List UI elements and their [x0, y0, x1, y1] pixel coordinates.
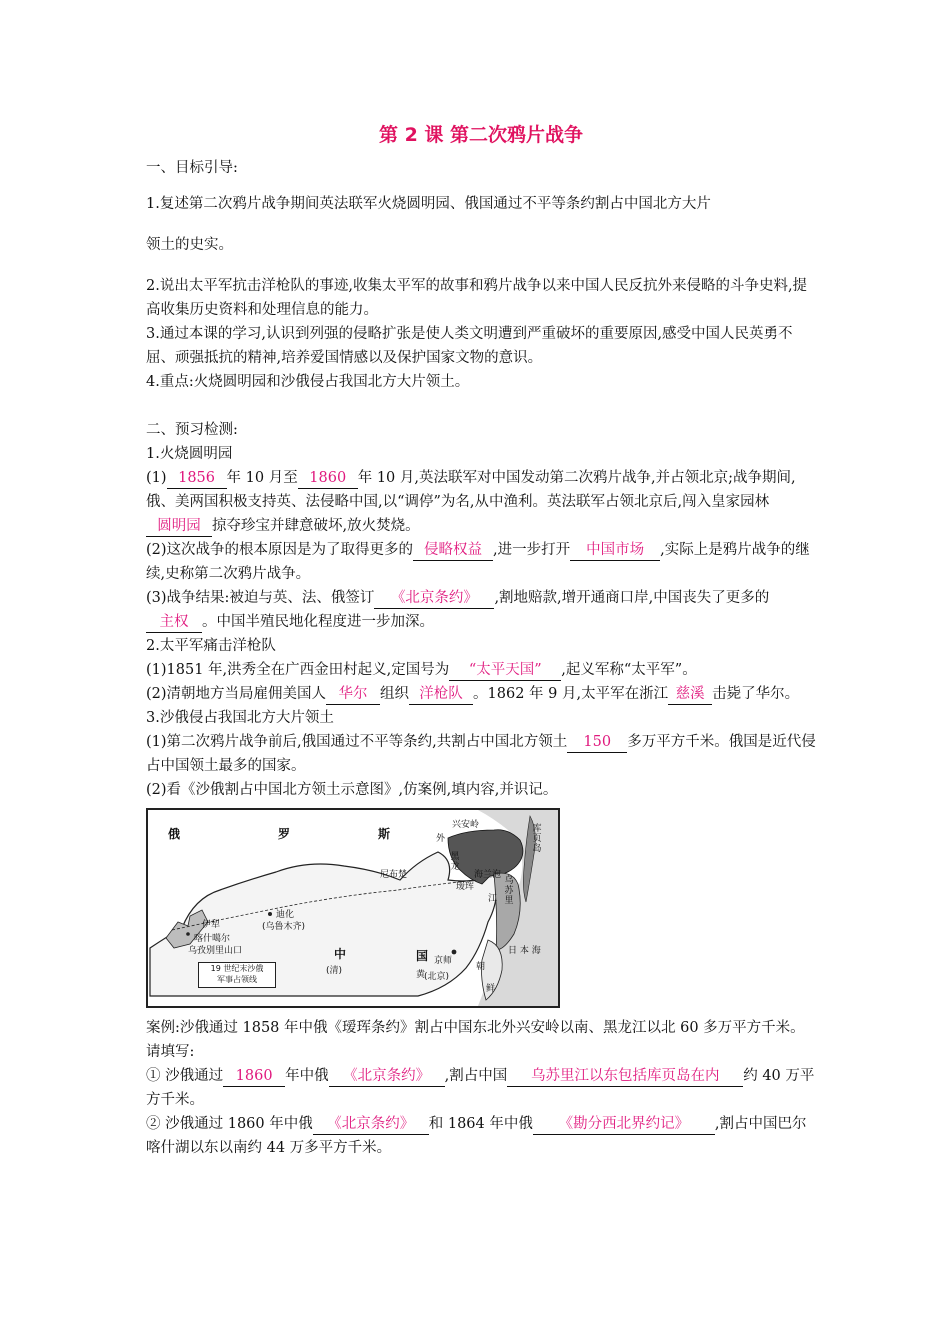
sub1-q2 [146, 538, 816, 586]
text: ① 沙俄通过 [146, 1068, 224, 1084]
sub3-heading: 3.沙俄侵占我国北方大片领土 [146, 710, 334, 726]
sub2-q1 [146, 658, 816, 682]
map-label-jiang: 江 [488, 894, 498, 904]
sub3-q1 [146, 730, 816, 778]
answer-blank: 圆明园 [146, 517, 212, 537]
goal-2: 2.说出太平军抗击洋枪队的事迹,收集太平军的故事和鸦片战争以来中国人民反抗外来侵略的斗争史料,提高收集历史资料和处理信息的能力。 [146, 278, 808, 318]
text: ,割地赔款,增开通商口岸,中国丧失了更多的 [494, 590, 770, 606]
text: 。中国半殖民地化程度进一步加深。 [202, 614, 434, 630]
fill-2 [146, 1112, 816, 1160]
answer-blank: “太平天国” [449, 661, 561, 681]
kashi-dot [186, 932, 190, 936]
map-label-hailanpao: 海兰泡 [474, 870, 502, 880]
dihua-dot [268, 912, 272, 916]
text: ,起义军称“太平军”。 [561, 662, 697, 678]
map-label-nibuchu: 尼布楚 [380, 870, 408, 880]
map-label-heilong: 黑龙 [450, 852, 460, 872]
text: (2)清朝地方当局雇佣美国人 [146, 686, 327, 702]
text: 约 40 万平方千米。 [146, 1068, 815, 1108]
answer-blank: 中国市场 [570, 541, 660, 561]
text: (2)这次战争的根本原因是为了取得更多的 [146, 542, 414, 558]
text: 年中俄 [285, 1068, 329, 1084]
answer-blank: 华尔 [326, 685, 380, 705]
answer-blank: 《勘分西北界约记》 [533, 1115, 715, 1135]
fill-1 [146, 1064, 816, 1112]
text: ,割占中国巴尔喀什湖以东以南约 44 万多平方千米。 [146, 1116, 807, 1156]
map-label-huang: 黄 [416, 970, 426, 980]
map-legend [198, 962, 276, 988]
worksheet-page [146, 120, 816, 1160]
answer-blank: 1856 [167, 469, 227, 489]
map-label-zhong: 中 [334, 947, 347, 961]
sub1-q3 [146, 586, 816, 634]
map-label-riben-hai: 日 本 海 [508, 946, 541, 956]
answer-blank: 侵略权益 [413, 541, 493, 561]
map-label-kuye: 库页岛 [532, 824, 542, 854]
legend-line-2: 军事占领线 [217, 975, 257, 984]
goal-1b: 领土的史实。 [146, 237, 233, 253]
map-label-xian: 鲜 [486, 984, 496, 994]
map-label-qing: (清) [326, 966, 343, 976]
page-title: 第 2 课 第二次鸦片战争 [378, 124, 584, 146]
case-example: 案例:沙俄通过 1858 年中俄《瑷珲条约》割占中国东北外兴安岭以南、黑龙江以北 60 多万平方千米。 [146, 1020, 805, 1036]
russia-annexation-map [146, 808, 560, 1008]
map-label-russia-2: 罗 [278, 827, 291, 841]
text: ,进一步打开 [493, 542, 571, 558]
map-label-russia-1: 俄 [168, 827, 181, 841]
answer-blank: 乌苏里江以东包括库页岛在内 [507, 1067, 743, 1087]
map-label-kashi: 喀什噶尔 [194, 934, 231, 944]
map-label-wulumuqi: (乌鲁木齐) [262, 922, 306, 932]
map-label-beijing: (北京) [424, 972, 450, 982]
goal-1a: 1.复述第二次鸦片战争期间英法联军火烧圆明园、俄国通过不平等条约割占中国北方大片 [146, 196, 711, 212]
sub2-q2 [146, 682, 816, 706]
sub3-q2: (2)看《沙俄割占中国北方领土示意图》,仿案例,填内容,并识记。 [146, 782, 558, 798]
legend-line-1: 19 世纪末沙俄 [210, 964, 264, 973]
map-label-wuqi: 乌孜别里山口 [188, 946, 243, 956]
text: (1) [146, 470, 167, 486]
map-label-guo: 国 [416, 949, 429, 963]
answer-blank: 150 [567, 733, 627, 753]
text: 年 10 月,英法联军对中国发动第二次鸦片战争,并占领北京;战争期间,俄、美两国积极支持英、法侵略中国,以“调停”为名,从中渔利。英法联军占领北京后,闯入皇家园林 [146, 470, 796, 510]
answer-blank: 洋枪队 [409, 685, 473, 705]
text: 掠夺珍宝并肆意破坏,放火焚烧。 [212, 518, 420, 534]
text: ② 沙俄通过 1860 年中俄 [146, 1116, 313, 1132]
text: 和 1864 年中俄 [428, 1116, 533, 1132]
text: (3)战争结果:被迫与英、法、俄签订 [146, 590, 375, 606]
answer-blank: 1860 [223, 1067, 285, 1087]
sub1-heading: 1.火烧圆明园 [146, 446, 233, 462]
map-label-russia-3: 斯 [378, 827, 391, 841]
answer-blank: 《北京条约》 [374, 589, 494, 609]
section2-heading: 二、预习检测: [146, 422, 238, 438]
jingshi-dot [452, 950, 457, 955]
text: ,实际上是鸦片战争的继续,史称第二次鸦片战争。 [146, 542, 810, 582]
text: 击毙了华尔。 [712, 686, 800, 702]
text: 。1862 年 9 月,太平军在浙江 [473, 686, 669, 702]
text: 组织 [380, 686, 410, 702]
goal-3: 3.通过本课的学习,认识到列强的侵略扩张是使人类文明遭到严重破坏的重要原因,感受中国人民英勇不屈、顽强抵抗的精神,培养爱国情感以及保护国家文物的意识。 [146, 326, 793, 366]
map-label-wai: 外 [436, 834, 446, 844]
answer-blank: 慈溪 [668, 685, 712, 705]
text: 多万平方千米。俄国是近代侵占中国领土最多的国家。 [146, 734, 816, 774]
text: ,割占中国 [444, 1068, 508, 1084]
sub2-heading: 2.太平军痛击洋枪队 [146, 638, 276, 654]
answer-blank: 主权 [146, 613, 202, 633]
map-label-yili: 伊犁 [202, 920, 221, 930]
answer-blank: 《北京条约》 [329, 1067, 445, 1087]
sub1-q1 [146, 466, 816, 538]
answer-blank: 《北京条约》 [313, 1115, 429, 1135]
section1-heading: 一、目标引导: [146, 160, 238, 176]
map-label-aihui: 瑷珲 [456, 882, 475, 892]
answer-blank: 1860 [298, 469, 358, 489]
map-label-jingshi: 京师 [434, 956, 453, 966]
text: (1)第二次鸦片战争前后,俄国通过不平等条约,共割占中国北方领土 [146, 734, 568, 750]
text: (1)1851 年,洪秀全在广西金田村起义,定国号为 [146, 662, 450, 678]
goal-4: 4.重点:火烧圆明园和沙俄侵占我国北方大片领土。 [146, 374, 470, 390]
map-label-wusuli: 乌苏里 [504, 876, 514, 906]
fill-heading: 请填写: [146, 1044, 195, 1060]
text: 年 10 月至 [226, 470, 298, 486]
map-label-chao: 朝 [476, 962, 486, 972]
map-label-dihua: 迪化 [276, 910, 295, 920]
map-label-xinganling: 兴安岭 [452, 820, 480, 830]
